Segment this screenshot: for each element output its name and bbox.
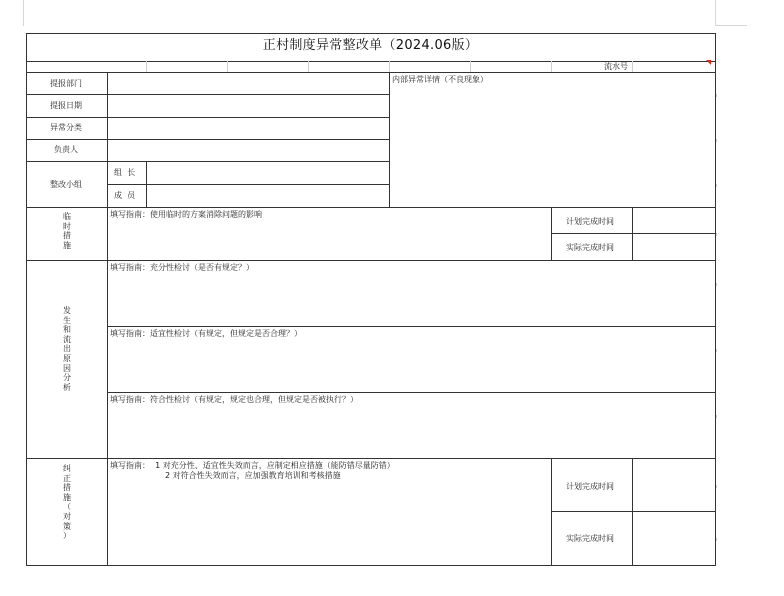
corrective-guide-line2: 2 对符合性失效而言，应加强教育培训和考核措施 — [165, 471, 341, 480]
corrective-guide-line1: 填写指南： 1 对充分性、适宜性失效而言，应制定相应措施（能防错尽量防错） — [110, 461, 395, 470]
cause-guide-adequacy: 填写指南：充分性检讨（是否有规定？） — [110, 263, 254, 272]
comment-marker-icon — [706, 60, 711, 65]
rectify-team-label: 整改小组 — [50, 180, 82, 189]
corrective-actual-time-label: 实际完成时间 — [566, 534, 614, 543]
team-leader-label: 组 长 — [114, 168, 136, 177]
temporary-guide: 填写指南：使用临时的方案消除问题的影响 — [110, 210, 262, 219]
temporary-planned-time-label: 计划完成时间 — [566, 217, 614, 226]
anomaly-category-label: 异常分类 — [50, 123, 82, 132]
report-date-label: 提报日期 — [50, 101, 82, 110]
team-member-label: 成 员 — [114, 191, 136, 200]
person-in-charge-label: 负责人 — [54, 145, 78, 154]
corrective-planned-time-label: 计划完成时间 — [566, 482, 614, 491]
anomaly-detail-label: 内部异常详情（不良现象） — [392, 75, 488, 84]
temporary-actual-time-label: 实际完成时间 — [566, 243, 614, 252]
temporary-measures-label: 临 时 措 施 — [63, 212, 71, 250]
corrective-measures-label: 纠 正 措 施 （ 对 策 ） — [63, 464, 71, 541]
form-title: 正村制度异常整改单（2024.06版） — [262, 38, 479, 53]
cause-guide-conformity: 填写指南：符合性检讨（有规定，规定也合理，但规定是否被执行？） — [110, 395, 358, 404]
report-dept-label: 提报部门 — [50, 79, 82, 88]
serial-label: 流水号 — [604, 62, 628, 71]
cause-analysis-label: 发 生 和 流 出 原 因 分 析 — [63, 306, 71, 392]
cause-guide-suitability: 填写指南：适宜性检讨（有规定，但规定是否合理？） — [110, 329, 302, 338]
